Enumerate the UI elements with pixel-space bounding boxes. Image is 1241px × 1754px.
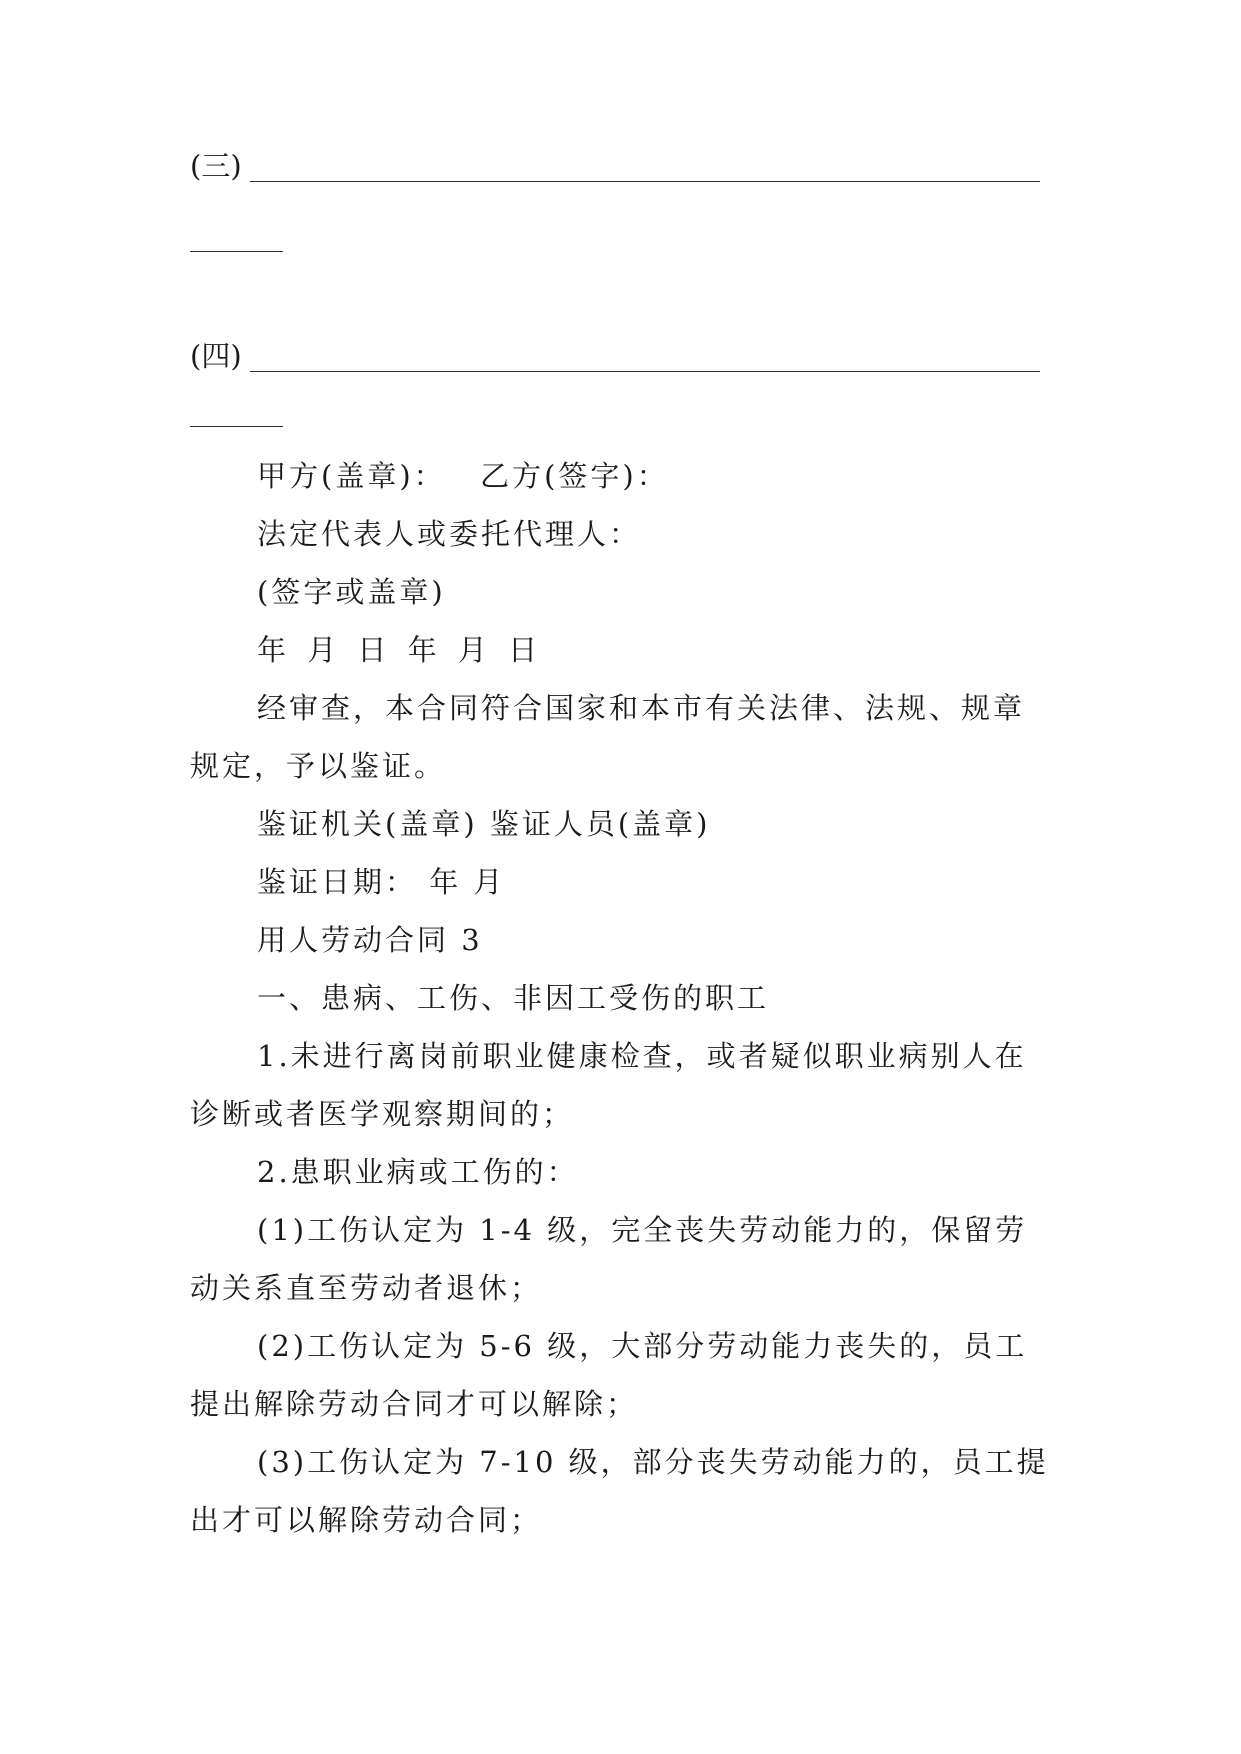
blank-item-3 bbox=[190, 146, 242, 186]
party-a-seal-label: 甲方(盖章)： bbox=[257, 459, 446, 493]
representative-label: 法定代表人或委托代理人： bbox=[257, 517, 642, 551]
blank-item-label: (四) bbox=[190, 339, 242, 373]
blank-item-label: (三) bbox=[190, 149, 242, 183]
fill-in-line bbox=[250, 181, 1040, 182]
sub-item-1-line-2: 动关系直至劳动者退休； bbox=[190, 1271, 543, 1305]
fill-in-line-continued bbox=[190, 251, 283, 252]
item-1-line-1: 1.未进行离岗前职业健康检查，或者疑似职业病别人在 bbox=[257, 1039, 1027, 1073]
signature-date-line: 年 月 日 年 月 日 bbox=[257, 633, 541, 667]
sub-item-3-line-1: (3)工伤认定为 7-10 级，部分丧失劳动能力的，员工提 bbox=[257, 1445, 1049, 1479]
item-2: 2.患职业病或工伤的： bbox=[257, 1155, 579, 1189]
sign-or-seal-label: (签字或盖章) bbox=[257, 575, 446, 609]
fill-in-line bbox=[250, 371, 1040, 372]
verification-date: 鉴证日期： 年 月 bbox=[257, 865, 506, 899]
signature-parties bbox=[257, 456, 669, 496]
party-b-sign-label: 乙方(签字)： bbox=[480, 459, 669, 493]
contract-title: 用人劳动合同 3 bbox=[257, 923, 483, 957]
verification-text-line-2: 规定，予以鉴证。 bbox=[190, 749, 447, 783]
blank-item-4 bbox=[190, 336, 242, 376]
sub-item-2-line-1: (2)工伤认定为 5-6 级，大部分劳动能力丧失的，员工 bbox=[257, 1329, 1028, 1363]
sub-item-3-line-2: 出才可以解除劳动合同； bbox=[190, 1503, 543, 1537]
sub-item-1-line-1: (1)工伤认定为 1-4 级，完全丧失劳动能力的，保留劳 bbox=[257, 1213, 1028, 1247]
section-heading: 一、患病、工伤、非因工受伤的职工 bbox=[257, 981, 770, 1015]
fill-in-line-continued bbox=[190, 426, 283, 427]
sub-item-2-line-2: 提出解除劳动合同才可以解除； bbox=[190, 1387, 639, 1421]
item-1-line-2: 诊断或者医学观察期间的； bbox=[190, 1097, 575, 1131]
verification-authority: 鉴证机关(盖章) 鉴证人员(盖章) bbox=[257, 807, 711, 841]
verification-text-line-1: 经审查，本合同符合国家和本市有关法律、法规、规章 bbox=[257, 691, 1026, 725]
